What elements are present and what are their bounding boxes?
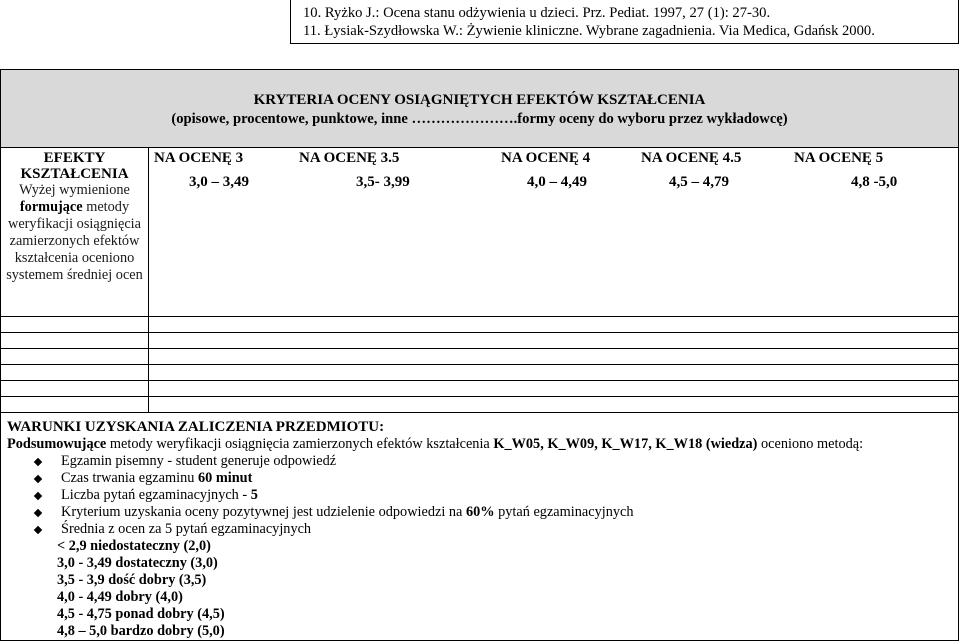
grade-range: 4,0 – 4,49 [527, 174, 587, 190]
blank-cell [1, 365, 149, 381]
blank-cell [149, 317, 959, 333]
conditions-list [7, 453, 952, 538]
blank-cell [1, 397, 149, 413]
grade-range: 4,5 – 4,79 [669, 174, 729, 190]
conditions-paren: (wiedza) [705, 436, 758, 452]
conditions-intro-bold: Podsumowujące [7, 436, 107, 452]
conditions-intro [7, 436, 952, 453]
grade-ranges [149, 174, 958, 194]
list-item: Egzamin pisemny - student generuje odpowiedź [61, 453, 952, 470]
list-item: Kryterium uzyskania oceny pozytywnej jest udzielenie odpowiedzi na 60% pytań egzaminacyjnych [61, 504, 952, 521]
scale-item: 3,0 - 3,49 dostateczny (3,0) [57, 555, 218, 571]
scale-item: 3,5 - 3,9 dość dobry (3,5) [57, 572, 207, 588]
blank-cell [1, 381, 149, 397]
blank-cell [149, 381, 959, 397]
conditions-title: WARUNKI UZYSKANIA ZALICZENIA PRZEDMIOTU: [7, 419, 385, 435]
criteria-table [0, 69, 959, 641]
effects-description [5, 182, 144, 284]
grade-headers [149, 148, 958, 168]
effects-cell [1, 148, 149, 317]
list-item: Czas trwania egzaminu 60 minut [61, 470, 952, 487]
blank-cell [149, 349, 959, 365]
blank-cell [149, 365, 959, 381]
grade-range: 4,8 -5,0 [851, 174, 898, 190]
references-table [290, 0, 959, 44]
conditions-intro-text: metody weryfikacji osiągnięcia zamierzonych efektów kształcenia [109, 436, 490, 452]
effects-text-bold: formujące [19, 199, 83, 215]
conditions-codes: K_W05, K_W09, K_W17, K_W18 [493, 436, 703, 452]
effects-text-pre: Wyżej wymienione [19, 182, 130, 198]
grade-header: NA OCENĘ 4 [501, 150, 591, 166]
blank-cell [1, 333, 149, 349]
reference-item: 10. Ryżko J.: Ocena stanu odżywienia u dzieci. Prz. Pediat. 1997, 27 (1): 27-30. [303, 5, 771, 21]
scale-item: 4,5 - 4,75 ponad dobry (4,5) [57, 606, 225, 622]
effects-text-post: metody weryfikacji osiągnięcia zamierzonych efektów kształcenia oceniono systemem średniej ocen [6, 199, 143, 283]
grade-header: NA OCENĘ 5 [794, 150, 884, 166]
grades-cell [149, 148, 959, 317]
criteria-subtitle: (opisowe, procentowe, punktowe, inne ………………….formy oceny do wyboru przez wykładowcę) [171, 111, 788, 127]
scale-item: < 2,9 niedostateczny (2,0) [57, 538, 211, 554]
reference-item: 11. Łysiak-Szydłowska W.: Żywienie kliniczne. Wybrane zagadnienia. Via Medica, Gdańsk 2000. [303, 23, 875, 39]
blank-cell [149, 397, 959, 413]
list-item: Średnia z ocen za 5 pytań egzaminacyjnych [61, 521, 952, 538]
grade-scale [7, 538, 952, 640]
grade-header: NA OCENĘ 3.5 [299, 150, 400, 166]
effects-title: EFEKTY KSZTAŁCENIA [20, 150, 129, 182]
criteria-header [1, 70, 959, 148]
grade-range: 3,0 – 3,49 [189, 174, 249, 190]
conditions-intro-end: oceniono metodą: [761, 436, 864, 452]
conditions-cell [1, 413, 959, 641]
blank-cell [1, 317, 149, 333]
references-cell [291, 0, 959, 44]
scale-item: 4,8 – 5,0 bardzo dobry (5,0) [57, 623, 225, 639]
scale-item: 4,0 - 4,49 dobry (4,0) [57, 589, 183, 605]
blank-cell [1, 349, 149, 365]
grade-range: 3,5- 3,99 [356, 174, 410, 190]
blank-cell [149, 333, 959, 349]
grade-header: NA OCENĘ 3 [154, 150, 244, 166]
criteria-title: KRYTERIA OCENY OSIĄGNIĘTYCH EFEKTÓW KSZTAŁCENIA [253, 92, 706, 108]
grade-header: NA OCENĘ 4.5 [641, 150, 742, 166]
list-item: Liczba pytań egzaminacyjnych - 5 [61, 487, 952, 504]
